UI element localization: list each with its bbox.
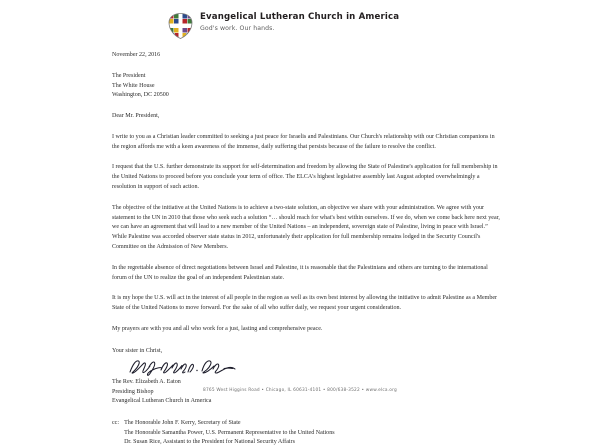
- letter-paragraph: It is my hope the U.S. will act in the interest of all people in the region as well as its own best interest by allowing the initiative to admit Palestine as a Member State of the United Nations to move forward. For the sake of all who suffer daily, we request your urgent consideration.: [112, 295, 498, 312]
- brand-block: [200, 12, 399, 32]
- addressee-line: The White House: [112, 82, 155, 89]
- addressee-line: The President: [112, 72, 146, 79]
- cc-recipient: The Honorable John F. Kerry, Secretary of State: [124, 420, 241, 427]
- footer-address: 8765 West Higgins Road • Chicago, IL 60631-4101 • 800/638-3522 • www.elca.org: [203, 388, 397, 393]
- addressee-block: [112, 72, 500, 101]
- letterhead: [0, 0, 600, 38]
- cc-recipient: Dr. Susan Rice, Assistant to the President for National Security Affairs: [124, 439, 295, 446]
- signer-title: Presiding Bishop: [112, 388, 154, 395]
- cc-recipient: The Honorable Samantha Power, U.S. Permanent Representative to the United Nations: [124, 429, 335, 436]
- signer-organization: Evangelical Lutheran Church in America: [112, 398, 212, 405]
- letter-date: November 22, 2016: [112, 52, 161, 58]
- elca-shield-cross-logo-icon: [168, 13, 193, 39]
- organization-tagline: God's work. Our hands.: [200, 25, 275, 33]
- letter-paragraph: My prayers are with you and all who work for a just, lasting and comprehensive peace.: [112, 325, 323, 332]
- handwritten-signature-image: [126, 357, 246, 377]
- salutation: Dear Mr. President,: [112, 113, 160, 120]
- letter-paragraph: In the regrettable absence of direct negotiations between Israel and Palestine, it is reasonable that the Palestinians and others are turning to the international forum of the UN to realize the goal of an independent Palestinian state.: [112, 264, 488, 281]
- organization-name: Evangelical Lutheran Church in America: [200, 12, 400, 22]
- letter-paragraph: The objective of the initiative at the United Nations is to achieve a two-state solution, an objective we share with your administration. We agree with your statement to the UN in 2010 that those who seek such a solution “… should reach for what's best within ourselves. If we do, when we come back here next year, we can have an agreement that will lead to a new member of the United Nations – an independent, sovereign state of Palestine, living in peace with Israel.” While Palestine was accorded observer state status in 2012, unfortunately their application for full membership remains lodged in the Security Council's Committee on the Admission of New Members.: [112, 204, 500, 250]
- addressee-line: Washington, DC 20500: [112, 92, 169, 99]
- closing-line: Your sister in Christ,: [112, 347, 163, 354]
- letter-paragraph: I request that the U.S. further demonstrate its support for self-determination and freedom by allowing the State of Palestine's application for full membership in the United Nations to proceed before you conclude your term of office. The ELCA's highest legislative assembly last August adopted overwhelmingly a resolution in support of such action.: [112, 164, 498, 191]
- letter-paragraph: I write to you as a Christian leader committed to seeking a just peace for Israelis and Palestinians. Our Church's relationship with our Christian companions in the region affords me with a keen awareness of the immense, daily suffering that persists because of the failure to resolve the conflict.: [112, 133, 495, 150]
- cc-recipient-list: [124, 419, 335, 447]
- cc-block: [112, 419, 500, 447]
- signer-name: The Rev. Elizabeth A. Eaton: [112, 379, 181, 386]
- cc-label: cc:: [112, 420, 120, 427]
